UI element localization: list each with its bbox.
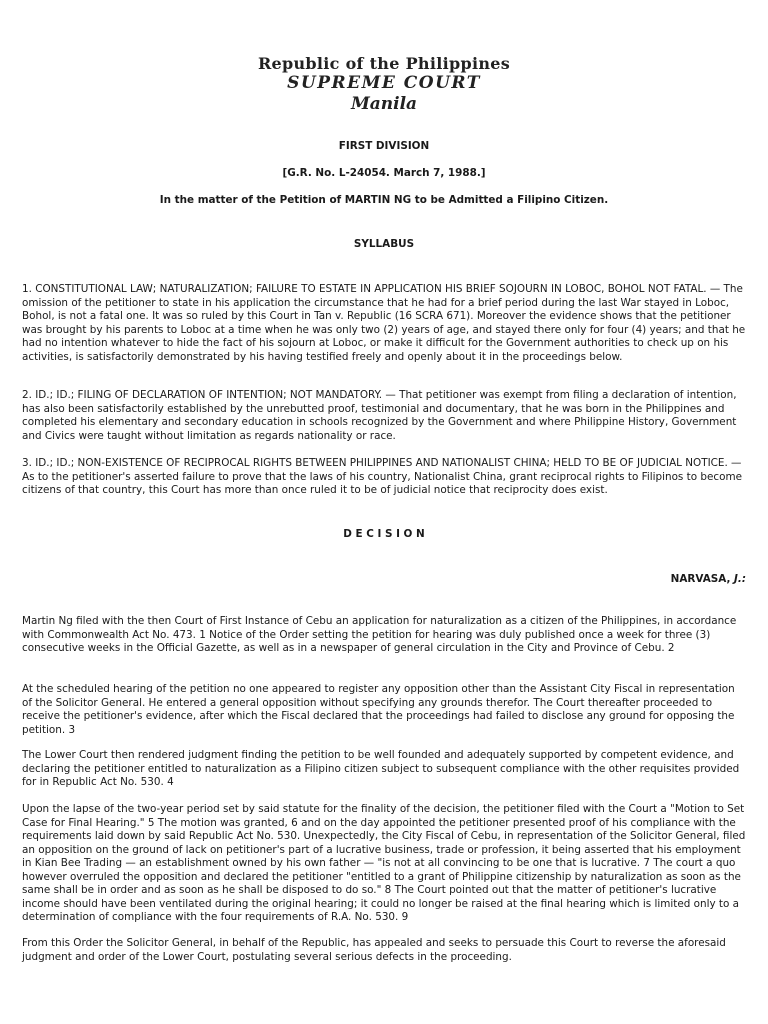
decision-heading: D E C I S I O N xyxy=(343,528,425,540)
masthead-republic: Republic of the Philippines xyxy=(257,54,511,73)
court-masthead xyxy=(0,54,768,115)
masthead-city: Manila xyxy=(350,94,418,114)
case-title: In the matter of the Petition of MARTIN NG to be Admitted a Filipino Citizen. xyxy=(159,194,609,206)
syllabus-paragraph: 2. ID.; ID.; FILING OF DECLARATION OF INTENTION; NOT MANDATORY. — That petitioner was exempt from filing a declaration of intention, has also been satisfactorily established by the unrebutted proof, testimonial and documentary, that he was born in the Philippines and completed his elementary and secondary education in schools recognized by the Government and where Philippine History, Government and Civics were taught without limitation as regards nationality or race. xyxy=(22,389,737,442)
case-number: [G.R. No. L-24054. March 7, 1988.] xyxy=(282,167,486,179)
syllabus-heading: SYLLABUS xyxy=(353,238,415,250)
syllabus-paragraph: 3. ID.; ID.; NON-EXISTENCE OF RECIPROCAL RIGHTS BETWEEN PHILIPPINES AND NATIONALIST CHINA; HELD TO BE OF JUDICIAL NOTICE. — As to the petitioner's asserted failure to prove that the laws of his country, Nationalist China, grant reciprocal rights to Filipinos to become citizens of that country, this Court has more than once ruled it to be of judicial notice that reciprocity does exist. xyxy=(22,457,742,496)
decision-paragraph: From this Order the Solicitor General, in behalf of the Republic, has appealed and seeks to persuade this Court to reverse the aforesaid judgment and order of the Lower Court, postulating several serious defects in the proceeding. xyxy=(22,937,726,963)
decision-paragraph: At the scheduled hearing of the petition no one appeared to register any opposition other than the Assistant City Fiscal in representation of the Solicitor General. He entered a general opposition without specifying any grounds therefor. The Court thereafter proceeded to receive the petitioner's evidence, after which the Fiscal declared that the proceedings had failed to disclose any ground for opposing the petition. 3 xyxy=(22,683,735,736)
decision-paragraph: Upon the lapse of the two-year period set by said statute for the finality of the decision, the petitioner filed with the Court a "Motion to Set Case for Final Hearing." 5 The motion was granted, 6 and on the day appointed the petitioner presented proof of his compliance with the requirements laid down by said Republic Act No. 530. Unexpectedly, the City Fiscal of Cebu, in representation of the Solicitor General, filed an opposition on the ground of lack on petitioner's part of a lucrative business, trade or profession, it being asserted that his employment in Kian Bee Trading — an establishment owned by his own father — "is not at all convincing to be one that is lucrative. 7 The court a quo however overruled the opposition and declared the petitioner "entitled to a grant of Philippine citizenship by naturalization as soon as the same shall be in order and as soon as he shall be disposed to do so." 8 The Court pointed out that the matter of petitioner's lucrative income should have been ventilated during the original hearing; it could no longer be raised at the final hearing which is limited only to a determination of compliance with the four requirements of R.A. No. 530. 9 xyxy=(22,803,746,923)
ponente xyxy=(671,573,746,585)
decision-paragraph: Martin Ng filed with the then Court of First Instance of Cebu an application for naturalization as a citizen of the Philippines, in accordance with Commonwealth Act No. 473. 1 Notice of the Order setting the petition for hearing was duly published once a week for three (3) consecutive weeks in the Official Gazette, as well as in a newspaper of general circulation in the City and Province of Cebu. 2 xyxy=(22,615,737,654)
justice-suffix: J.: xyxy=(734,573,746,585)
decision-paragraph: The Lower Court then rendered judgment finding the petition to be well founded and adequately supported by competent evidence, and declaring the petitioner entitled to naturalization as a Filipino citizen subject to subsequent compliance with the other requisites provided for in Republic Act No. 530. 4 xyxy=(22,749,740,788)
justice-name: NARVASA, xyxy=(670,573,731,585)
masthead-court: SUPREME COURT xyxy=(287,73,481,93)
syllabus-paragraph: 1. CONSTITUTIONAL LAW; NATURALIZATION; FAILURE TO ESTATE IN APPLICATION HIS BRIEF SOJOURN IN LOBOC, BOHOL NOT FATAL. — The omission of the petitioner to state in his application the circumstance that he had for a brief period during the last War stayed in Loboc, Bohol, is not a fatal one. It was so ruled by this Court in Tan v. Republic (16 SCRA 671). Moreover the evidence shows that the petitioner was brought by his parents to Loboc at a time when he was only two (2) years of age, and stayed there only for four (4) years; and that he had no intention whatever to hide the fact of his sojourn at Loboc, or make it difficult for the Government authorities to check up on his activities, is satisfactorily demonstrated by his having testified freely and openly about it in the proceedings below. xyxy=(22,283,746,363)
division-heading: FIRST DIVISION xyxy=(338,140,430,152)
